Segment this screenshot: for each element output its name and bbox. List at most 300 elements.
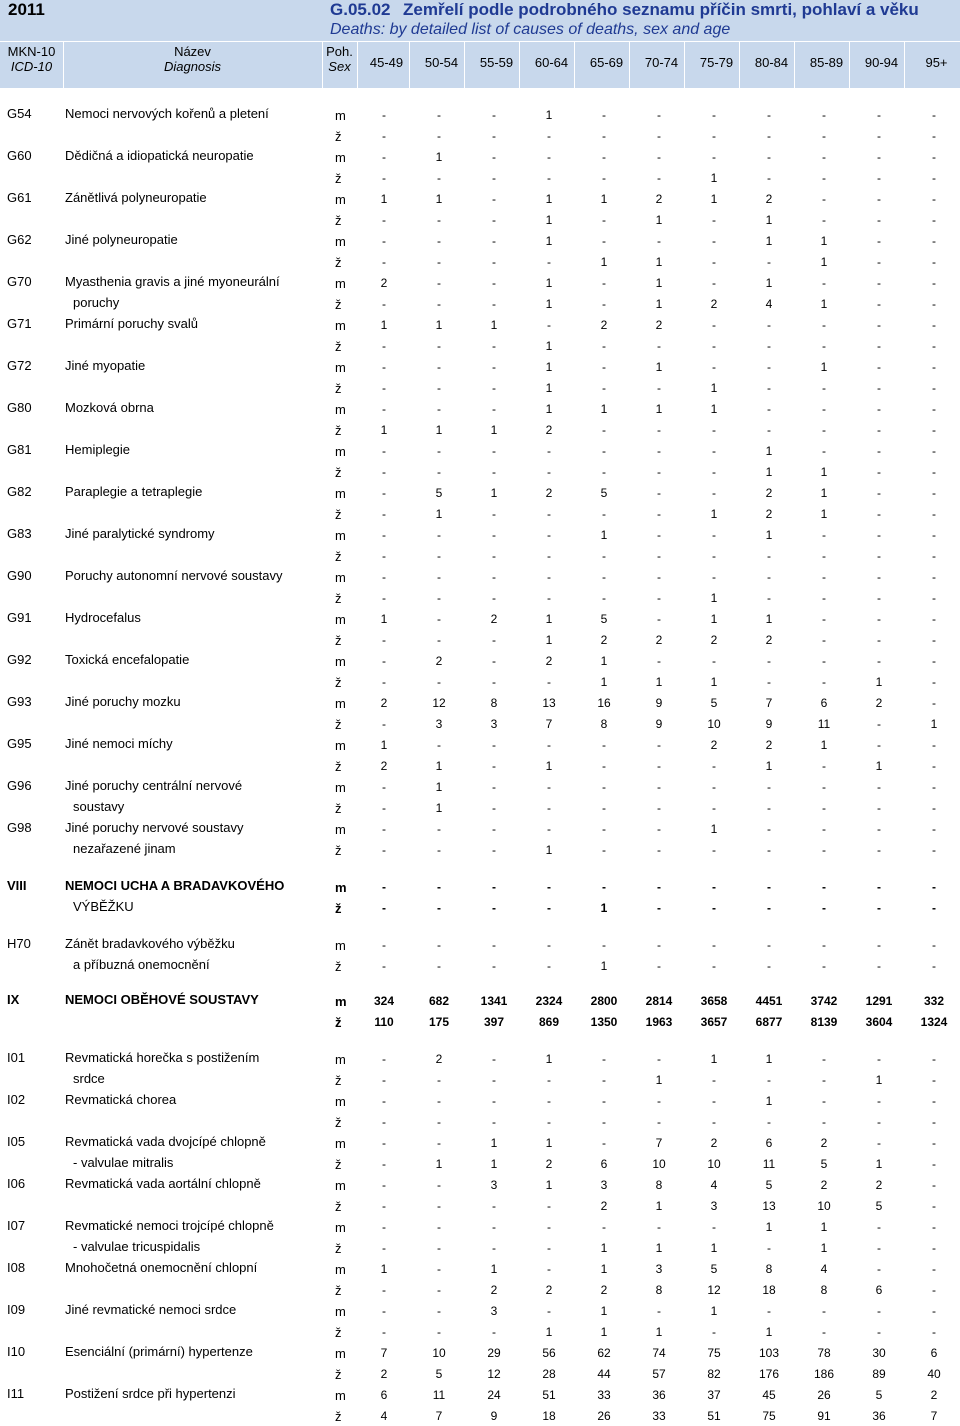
table-cell: -: [932, 938, 936, 952]
diagnosis-code: G54: [7, 106, 32, 121]
table-subtitle: Deaths: by detailed list of causes of deaths, sex and age: [330, 21, 731, 38]
table-cell: 1: [655, 402, 663, 416]
sex-label: ž: [335, 959, 342, 974]
table-cell: -: [712, 528, 716, 542]
table-cell: 8: [655, 1283, 663, 1297]
sex-label: ž: [335, 591, 342, 606]
table-cell: -: [877, 822, 881, 836]
table-cell: 1: [435, 423, 443, 437]
table-cell: -: [932, 255, 936, 269]
table-row: [0, 839, 960, 860]
diagnosis-code: G93: [7, 694, 32, 709]
table-cell: 1: [655, 276, 663, 290]
table-cell: 1: [655, 255, 663, 269]
table-cell: -: [822, 612, 826, 626]
table-cell: -: [877, 465, 881, 479]
diagnosis-name-continued: VÝBĚŽKU: [73, 899, 134, 914]
table-cell: -: [382, 1178, 386, 1192]
sex-label: ž: [335, 759, 342, 774]
table-cell: 2: [435, 654, 443, 668]
table-cell: 4: [820, 1262, 828, 1276]
table-cell: 10: [652, 1157, 666, 1171]
table-cell: -: [382, 528, 386, 542]
table-row: [0, 1342, 960, 1363]
column-header-age: 85-89: [809, 55, 844, 70]
diagnosis-name: Toxická encefalopatie: [65, 652, 190, 667]
table-cell: -: [822, 843, 826, 857]
table-cell: 1: [930, 717, 938, 731]
table-cell: 8: [765, 1262, 773, 1276]
table-cell: -: [877, 843, 881, 857]
table-cell: 2: [600, 1199, 608, 1213]
table-cell: 1: [875, 675, 883, 689]
table-cell: -: [712, 108, 716, 122]
table-cell: -: [492, 297, 496, 311]
table-cell: 1: [655, 1199, 663, 1213]
table-cell: -: [932, 591, 936, 605]
table-cell: -: [712, 360, 716, 374]
table-cell: 1: [545, 213, 553, 227]
table-cell: 1: [710, 591, 718, 605]
table-cell: -: [877, 423, 881, 437]
table-cell: -: [602, 1220, 606, 1234]
table-cell: -: [932, 696, 936, 710]
table-cell: -: [492, 1199, 496, 1213]
table-cell: -: [877, 507, 881, 521]
table-cell: -: [877, 1115, 881, 1129]
diagnosis-code: G60: [7, 148, 32, 163]
table-title: Zemřelí podle podrobného seznamu příčin smrti, pohlaví a věku: [403, 0, 919, 19]
table-cell: -: [382, 654, 386, 668]
table-cell: -: [657, 444, 661, 458]
table-cell: -: [657, 591, 661, 605]
table-cell: 1: [710, 822, 718, 836]
table-cell: 37: [707, 1388, 721, 1402]
table-cell: 7: [435, 1409, 443, 1423]
table-cell: 1: [765, 1094, 773, 1108]
table-cell: 62: [597, 1346, 611, 1360]
diagnosis-code: IX: [7, 992, 20, 1007]
table-cell: -: [492, 1241, 496, 1255]
sex-label: ž: [335, 1199, 342, 1214]
table-cell: 1: [600, 528, 608, 542]
table-cell: -: [382, 1052, 386, 1066]
sex-label: m: [335, 696, 346, 711]
column-divider: [684, 41, 685, 88]
table-cell: 9: [765, 717, 773, 731]
table-cell: -: [382, 901, 386, 915]
table-cell: -: [712, 901, 716, 915]
table-cell: -: [492, 528, 496, 542]
table-cell: 2: [710, 738, 718, 752]
table-cell: 1: [655, 1241, 663, 1255]
table-cell: -: [492, 213, 496, 227]
table-cell: -: [877, 213, 881, 227]
table-cell: -: [712, 129, 716, 143]
table-cell: 2: [875, 1178, 883, 1192]
table-cell: -: [877, 880, 881, 894]
table-cell: 6877: [755, 1015, 783, 1029]
sex-label: m: [335, 108, 346, 123]
table-cell: 1: [545, 192, 553, 206]
table-cell: 5: [435, 1367, 443, 1381]
table-cell: 1: [820, 486, 828, 500]
table-cell: -: [602, 591, 606, 605]
table-cell: -: [602, 938, 606, 952]
table-cell: -: [382, 1241, 386, 1255]
table-row: [0, 293, 960, 314]
table-cell: -: [877, 1136, 881, 1150]
table-cell: -: [382, 1304, 386, 1318]
table-cell: -: [437, 339, 441, 353]
table-row: [0, 629, 960, 650]
table-cell: -: [437, 444, 441, 458]
table-cell: 1: [490, 1262, 498, 1276]
table-cell: 2: [380, 1367, 388, 1381]
sex-label: m: [335, 444, 346, 459]
table-cell: -: [932, 901, 936, 915]
table-row: [0, 545, 960, 566]
table-cell: -: [382, 801, 386, 815]
table-cell: -: [877, 108, 881, 122]
table-cell: -: [822, 318, 826, 332]
table-cell: -: [382, 297, 386, 311]
sex-label: m: [335, 612, 346, 627]
table-cell: -: [382, 880, 386, 894]
table-row: [0, 934, 960, 955]
table-cell: 1: [655, 1325, 663, 1339]
table-cell: 36: [652, 1388, 666, 1402]
diagnosis-name: Revmatická vada dvojcípé chlopně: [65, 1134, 266, 1149]
table-cell: 2: [380, 759, 388, 773]
table-cell: 1: [710, 1304, 718, 1318]
table-cell: 1324: [920, 1015, 948, 1029]
table-cell: -: [712, 570, 716, 584]
table-cell: 2: [380, 696, 388, 710]
table-cell: -: [822, 1073, 826, 1087]
table-cell: 1: [380, 1262, 388, 1276]
table-cell: 1: [490, 486, 498, 500]
table-cell: -: [437, 1241, 441, 1255]
table-cell: 1: [710, 1052, 718, 1066]
table-cell: -: [382, 1136, 386, 1150]
table-cell: -: [712, 150, 716, 164]
table-cell: -: [382, 381, 386, 395]
column-divider: [574, 41, 575, 88]
table-cell: -: [492, 1073, 496, 1087]
table-cell: 12: [707, 1283, 721, 1297]
table-cell: 7: [930, 1409, 938, 1423]
table-cell: 1: [545, 402, 553, 416]
table-cell: -: [492, 843, 496, 857]
table-cell: -: [492, 192, 496, 206]
table-cell: -: [437, 1199, 441, 1213]
table-cell: -: [547, 318, 551, 332]
sex-label: m: [335, 276, 346, 291]
table-row: [0, 356, 960, 377]
table-cell: 10: [432, 1346, 446, 1360]
table-cell: -: [492, 129, 496, 143]
table-cell: -: [657, 1115, 661, 1129]
table-row: [0, 377, 960, 398]
table-cell: -: [602, 171, 606, 185]
table-cell: 1: [435, 150, 443, 164]
table-cell: -: [932, 1325, 936, 1339]
table-cell: -: [382, 255, 386, 269]
table-cell: -: [382, 1157, 386, 1171]
table-row: [0, 1011, 960, 1032]
table-cell: 1: [765, 234, 773, 248]
table-cell: -: [492, 171, 496, 185]
table-cell: 1: [820, 297, 828, 311]
table-cell: -: [602, 570, 606, 584]
table-cell: 2: [545, 1283, 553, 1297]
table-cell: -: [492, 880, 496, 894]
table-cell: -: [492, 654, 496, 668]
table-cell: -: [437, 255, 441, 269]
column-header-name-en: Diagnosis: [163, 59, 222, 74]
table-cell: -: [657, 549, 661, 563]
table-cell: 1: [490, 1136, 498, 1150]
table-cell: -: [932, 1115, 936, 1129]
diagnosis-name: Revmatické nemoci trojcípé chlopně: [65, 1218, 274, 1233]
sex-label: ž: [335, 633, 342, 648]
table-row: [0, 503, 960, 524]
table-cell: -: [877, 444, 881, 458]
sex-label: m: [335, 822, 346, 837]
sex-label: m: [335, 780, 346, 795]
table-cell: -: [492, 549, 496, 563]
table-row: [0, 734, 960, 755]
diagnosis-code: H70: [7, 936, 31, 951]
sex-label: m: [335, 1178, 346, 1193]
diagnosis-name-continued: srdce: [73, 1071, 105, 1086]
sex-label: ž: [335, 213, 342, 228]
diagnosis-code: G71: [7, 316, 32, 331]
table-cell: -: [547, 1094, 551, 1108]
diagnosis-name: Hydrocefalus: [65, 610, 141, 625]
sex-label: ž: [335, 717, 342, 732]
diagnosis-code: VIII: [7, 878, 27, 893]
table-code: G.05.02: [330, 0, 391, 19]
table-cell: -: [657, 234, 661, 248]
table-cell: 13: [542, 696, 556, 710]
table-cell: -: [822, 150, 826, 164]
table-cell: -: [657, 171, 661, 185]
table-cell: -: [492, 633, 496, 647]
table-cell: -: [437, 360, 441, 374]
table-cell: 1: [820, 360, 828, 374]
table-cell: 13: [762, 1199, 776, 1213]
table-cell: -: [877, 297, 881, 311]
table-cell: -: [437, 129, 441, 143]
table-cell: 2: [765, 507, 773, 521]
table-cell: -: [382, 549, 386, 563]
table-cell: 175: [428, 1015, 450, 1029]
table-row: [0, 955, 960, 976]
table-cell: -: [657, 654, 661, 668]
table-cell: -: [932, 360, 936, 374]
table-cell: 82: [707, 1367, 721, 1381]
table-cell: -: [492, 759, 496, 773]
table-cell: -: [932, 1073, 936, 1087]
table-cell: -: [547, 738, 551, 752]
diagnosis-code: I07: [7, 1218, 26, 1233]
table-cell: -: [877, 171, 881, 185]
table-cell: -: [437, 1073, 441, 1087]
table-cell: -: [547, 171, 551, 185]
table-cell: -: [602, 549, 606, 563]
table-cell: -: [382, 843, 386, 857]
table-cell: 176: [758, 1367, 780, 1381]
table-cell: -: [767, 959, 771, 973]
table-header: [0, 0, 960, 88]
diagnosis-name: Jiné paralytické syndromy: [65, 526, 215, 541]
table-cell: -: [932, 675, 936, 689]
table-cell: 6: [820, 696, 828, 710]
table-row: [0, 209, 960, 230]
sex-label: ž: [335, 339, 342, 354]
sex-label: m: [335, 880, 347, 895]
table-cell: -: [492, 402, 496, 416]
table-row: [0, 167, 960, 188]
table-cell: -: [492, 339, 496, 353]
table-cell: -: [877, 738, 881, 752]
table-cell: -: [657, 738, 661, 752]
table-cell: 2: [545, 1157, 553, 1171]
table-cell: -: [382, 1325, 386, 1339]
table-cell: -: [877, 549, 881, 563]
table-row: [0, 1321, 960, 1342]
table-cell: -: [437, 738, 441, 752]
table-cell: 10: [817, 1199, 831, 1213]
table-row: [0, 776, 960, 797]
table-cell: 186: [813, 1367, 835, 1381]
table-cell: -: [382, 1073, 386, 1087]
table-cell: 16: [597, 696, 611, 710]
column-header-name-cz: Název: [174, 44, 211, 59]
table-cell: -: [877, 255, 881, 269]
column-header-age: 65-69: [589, 55, 624, 70]
table-cell: 1: [600, 402, 608, 416]
table-cell: -: [767, 318, 771, 332]
sex-label: m: [335, 1136, 346, 1151]
table-cell: 2: [655, 633, 663, 647]
diagnosis-name: Mnohočetná onemocnění chlopní: [65, 1260, 258, 1275]
table-cell: -: [877, 1262, 881, 1276]
column-header-name: [63, 44, 322, 74]
header-divider: [0, 41, 960, 42]
table-cell: 1: [710, 507, 718, 521]
diagnosis-name: Jiné revmatické nemoci srdce: [65, 1302, 237, 1317]
table-cell: 7: [655, 1136, 663, 1150]
table-cell: 332: [923, 994, 945, 1008]
column-header-age: 80-84: [754, 55, 789, 70]
table-cell: -: [932, 339, 936, 353]
table-cell: -: [877, 360, 881, 374]
table-cell: 1: [655, 1073, 663, 1087]
table-cell: 2: [380, 276, 388, 290]
diagnosis-name: Primární poruchy svalů: [65, 316, 198, 331]
sex-label: ž: [335, 1241, 342, 1256]
table-cell: -: [657, 1052, 661, 1066]
table-cell: 11: [817, 717, 831, 731]
column-header-age: 95+: [925, 55, 948, 70]
table-cell: 1: [765, 444, 773, 458]
table-cell: -: [657, 1220, 661, 1234]
table-cell: -: [767, 150, 771, 164]
diagnosis-name: Jiné polyneuropatie: [65, 232, 178, 247]
table-cell: -: [932, 444, 936, 458]
sex-label: m: [335, 1388, 346, 1403]
table-cell: -: [822, 381, 826, 395]
table-cell: -: [492, 465, 496, 479]
table-cell: -: [382, 150, 386, 164]
table-cell: 51: [707, 1409, 721, 1423]
table-cell: 6: [930, 1346, 938, 1360]
table-cell: 1: [490, 1157, 498, 1171]
sex-label: ž: [335, 129, 342, 144]
table-row: [0, 797, 960, 818]
table-cell: -: [767, 843, 771, 857]
table-cell: 2324: [535, 994, 563, 1008]
table-cell: 2: [765, 192, 773, 206]
table-cell: -: [547, 528, 551, 542]
table-cell: 8: [655, 1178, 663, 1192]
table-cell: -: [932, 171, 936, 185]
table-cell: -: [602, 423, 606, 437]
sex-label: ž: [335, 801, 342, 816]
table-cell: -: [877, 612, 881, 626]
table-cell: -: [437, 1325, 441, 1339]
table-cell: -: [602, 780, 606, 794]
column-divider: [904, 41, 905, 88]
diagnosis-code: G91: [7, 610, 32, 625]
table-cell: -: [712, 318, 716, 332]
table-cell: 1: [710, 381, 718, 395]
table-cell: -: [767, 1304, 771, 1318]
table-cell: 1: [820, 255, 828, 269]
table-row: [0, 1174, 960, 1195]
table-cell: -: [877, 339, 881, 353]
table-row: [0, 1216, 960, 1237]
table-row: [0, 524, 960, 545]
table-cell: -: [932, 549, 936, 563]
table-cell: -: [877, 150, 881, 164]
table-cell: -: [382, 507, 386, 521]
table-cell: -: [547, 1115, 551, 1129]
table-cell: 1: [600, 654, 608, 668]
table-cell: 1: [545, 108, 553, 122]
table-cell: -: [822, 1115, 826, 1129]
table-cell: -: [657, 901, 661, 915]
sex-label: ž: [335, 1409, 342, 1424]
table-cell: 2: [490, 1283, 498, 1297]
table-cell: -: [492, 938, 496, 952]
table-cell: -: [602, 507, 606, 521]
diagnosis-code: G70: [7, 274, 32, 289]
table-cell: 1: [765, 276, 773, 290]
table-cell: -: [932, 1199, 936, 1213]
table-cell: -: [877, 901, 881, 915]
table-cell: -: [932, 192, 936, 206]
table-cell: 2: [875, 696, 883, 710]
table-cell: -: [492, 276, 496, 290]
table-cell: 1: [600, 675, 608, 689]
table-cell: -: [657, 938, 661, 952]
table-cell: 2: [655, 318, 663, 332]
table-cell: -: [712, 255, 716, 269]
